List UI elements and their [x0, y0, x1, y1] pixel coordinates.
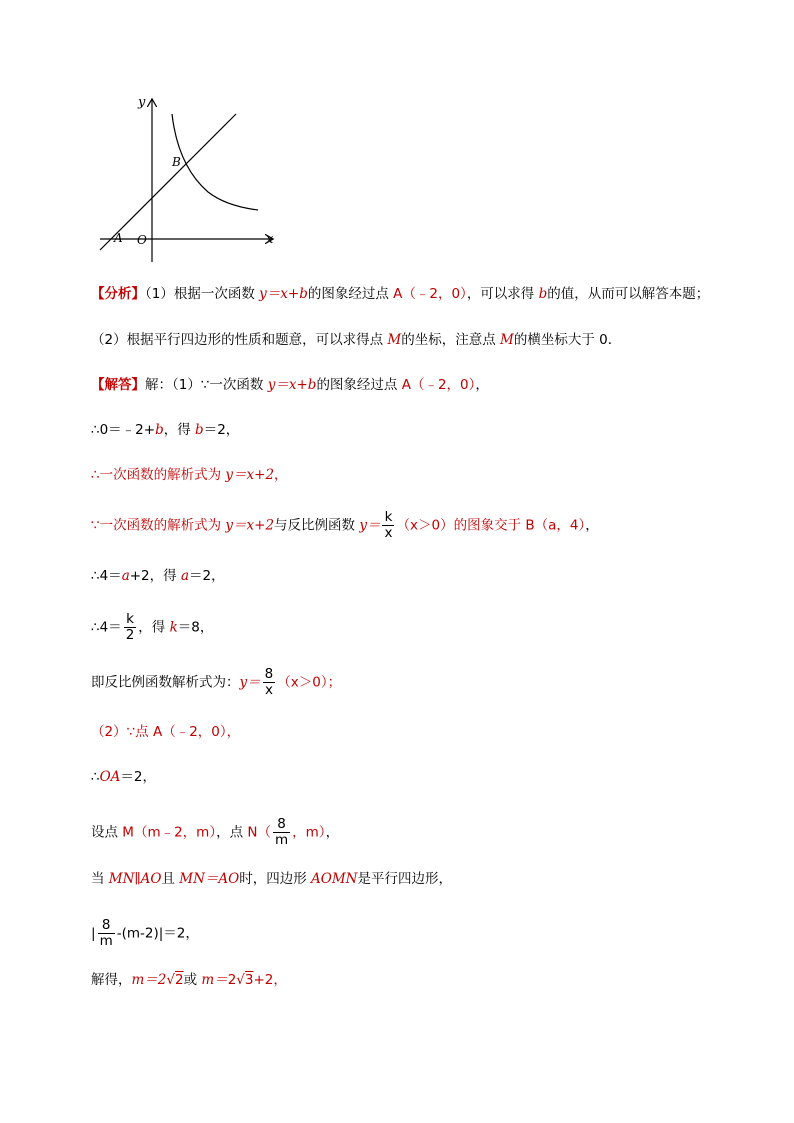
variable: k: [169, 619, 178, 636]
expression: m＝2: [131, 972, 167, 988]
variable: OA: [99, 769, 121, 785]
sqrt-radicand: 3: [244, 972, 254, 988]
analysis-line-1: [91, 284, 709, 304]
expression: AOMN: [311, 871, 358, 887]
denominator: 2: [125, 627, 135, 643]
variable: a: [121, 568, 130, 584]
text: ＝2，: [203, 422, 240, 438]
text: |＝2，: [158, 925, 199, 942]
variable: b: [155, 422, 164, 438]
text: ，得: [138, 619, 170, 636]
point: A（﹣2，0）: [393, 286, 467, 302]
sqrt-radicand: 2: [175, 972, 184, 988]
x-axis-label: x: [266, 232, 274, 247]
expression: -(m-2): [116, 925, 159, 942]
expression: MN∥AO: [108, 871, 162, 887]
text: ，: [585, 517, 599, 534]
variable: M: [500, 332, 514, 348]
fraction-8-over-m: [98, 918, 115, 949]
solution-line-2: [91, 420, 239, 440]
solution-tag: 【解答】: [91, 377, 145, 393]
point: A（﹣2，0）: [401, 377, 476, 393]
text: ，: [274, 467, 288, 483]
text: ＝2，: [189, 568, 225, 584]
text: |: [91, 925, 96, 942]
origin-label: O: [137, 233, 147, 247]
text: 设点: [91, 824, 123, 841]
denominator: x: [264, 682, 273, 698]
fraction-k-over-x: [382, 510, 394, 541]
text: （x＞0）；: [277, 674, 342, 691]
solution-line-13: 解得，m＝2√2或 m＝2√3+2，: [91, 972, 287, 988]
text: 或: [183, 972, 202, 988]
point: M（m﹣2，m）: [122, 824, 217, 841]
text: 当: [91, 871, 109, 887]
solution-line-12: [91, 918, 199, 949]
denominator: m: [99, 933, 113, 949]
equation: y＝x+b: [259, 286, 308, 302]
equation: y＝x+b: [267, 377, 317, 393]
text: 的坐标，注意点: [401, 332, 501, 348]
fraction-8-over-x: [263, 667, 276, 698]
equation: y＝x+2: [225, 467, 275, 483]
text: ∴4＝: [91, 568, 122, 584]
text: ∴4＝: [91, 619, 122, 636]
text: ∴一次函数的解析式为: [91, 467, 226, 483]
text: ，得: [163, 422, 196, 438]
numerator: 8: [98, 918, 115, 934]
solution-line-9: [91, 767, 156, 787]
text: （1）根据一次函数: [145, 286, 260, 302]
text: ＝2，: [120, 769, 157, 785]
solution-line-3: [91, 465, 288, 485]
equation: y＝x+2: [225, 517, 275, 534]
text: 是平行四边形，: [357, 871, 452, 887]
solution-line-8: [91, 722, 240, 742]
analysis-tag: 【分析】: [91, 286, 145, 302]
text: 解：（1）∵一次函数: [145, 377, 268, 393]
point-a-label: A: [114, 231, 123, 245]
graph-figure: [96, 92, 286, 264]
solution-line-5: [91, 566, 225, 586]
fraction-8-over-m: [273, 817, 290, 848]
equation: y＝: [239, 674, 261, 691]
denominator: x: [384, 525, 393, 541]
text: （2）∵点 A（﹣2，0），: [91, 724, 241, 740]
solution-line-4: [91, 510, 599, 541]
point-b-label: B: [172, 155, 181, 169]
text: ∵一次函数的解析式为: [91, 517, 226, 534]
numerator: 8: [273, 817, 290, 833]
text: 的图象经过点: [307, 286, 394, 302]
text: ＝8，: [177, 619, 214, 636]
equation: y＝: [359, 517, 381, 534]
point: N（: [247, 824, 271, 841]
variable: a: [180, 568, 190, 584]
solution-line-6: [91, 612, 213, 643]
solution-line-7: [91, 667, 341, 698]
text: ，: [475, 377, 489, 393]
denominator: m: [275, 832, 289, 848]
text: ，点: [216, 824, 248, 841]
numerator: k: [382, 510, 394, 526]
text: （x＞0）的图象交于: [396, 517, 526, 534]
hyperbola-curve: [172, 114, 258, 210]
y-axis-label: y: [138, 95, 146, 110]
point: B（a，4）: [525, 517, 586, 534]
text: 与反比例函数: [274, 517, 360, 534]
solution-line-11: [91, 869, 452, 889]
text: 的值，从而可以解答本题；: [547, 286, 710, 302]
text: 即反比例函数解析式为：: [91, 674, 240, 691]
text: ∴: [91, 769, 100, 785]
linear-function-line: [100, 114, 236, 250]
text: 时，四边形: [239, 871, 312, 887]
text: （2）根据平行四边形的性质和题意，可以求得点: [91, 332, 388, 348]
text: +2，: [253, 972, 287, 988]
fraction-k-over-2: [124, 612, 137, 643]
text: 解得，: [91, 972, 132, 988]
variable: M: [387, 332, 402, 348]
expression: m＝: [201, 972, 228, 988]
coefficient: 2: [227, 972, 237, 988]
text: 的横坐标大于 0．: [513, 332, 622, 348]
variable: b: [538, 286, 548, 302]
solution-line-1: [91, 375, 489, 395]
text: ∴0＝﹣2+: [91, 422, 156, 438]
analysis-line-2: [91, 330, 621, 350]
text: ，: [325, 824, 340, 841]
numerator: 8: [264, 666, 274, 682]
point: ，m）: [292, 824, 326, 841]
variable: b: [195, 422, 204, 438]
expression: MN＝AO: [179, 871, 240, 887]
text: ，可以求得: [466, 286, 539, 302]
text: 且: [161, 871, 180, 887]
text: 的图象经过点: [316, 377, 402, 393]
text: +2，得: [129, 568, 181, 584]
numerator: k: [124, 612, 137, 628]
solution-line-10: [91, 817, 339, 848]
